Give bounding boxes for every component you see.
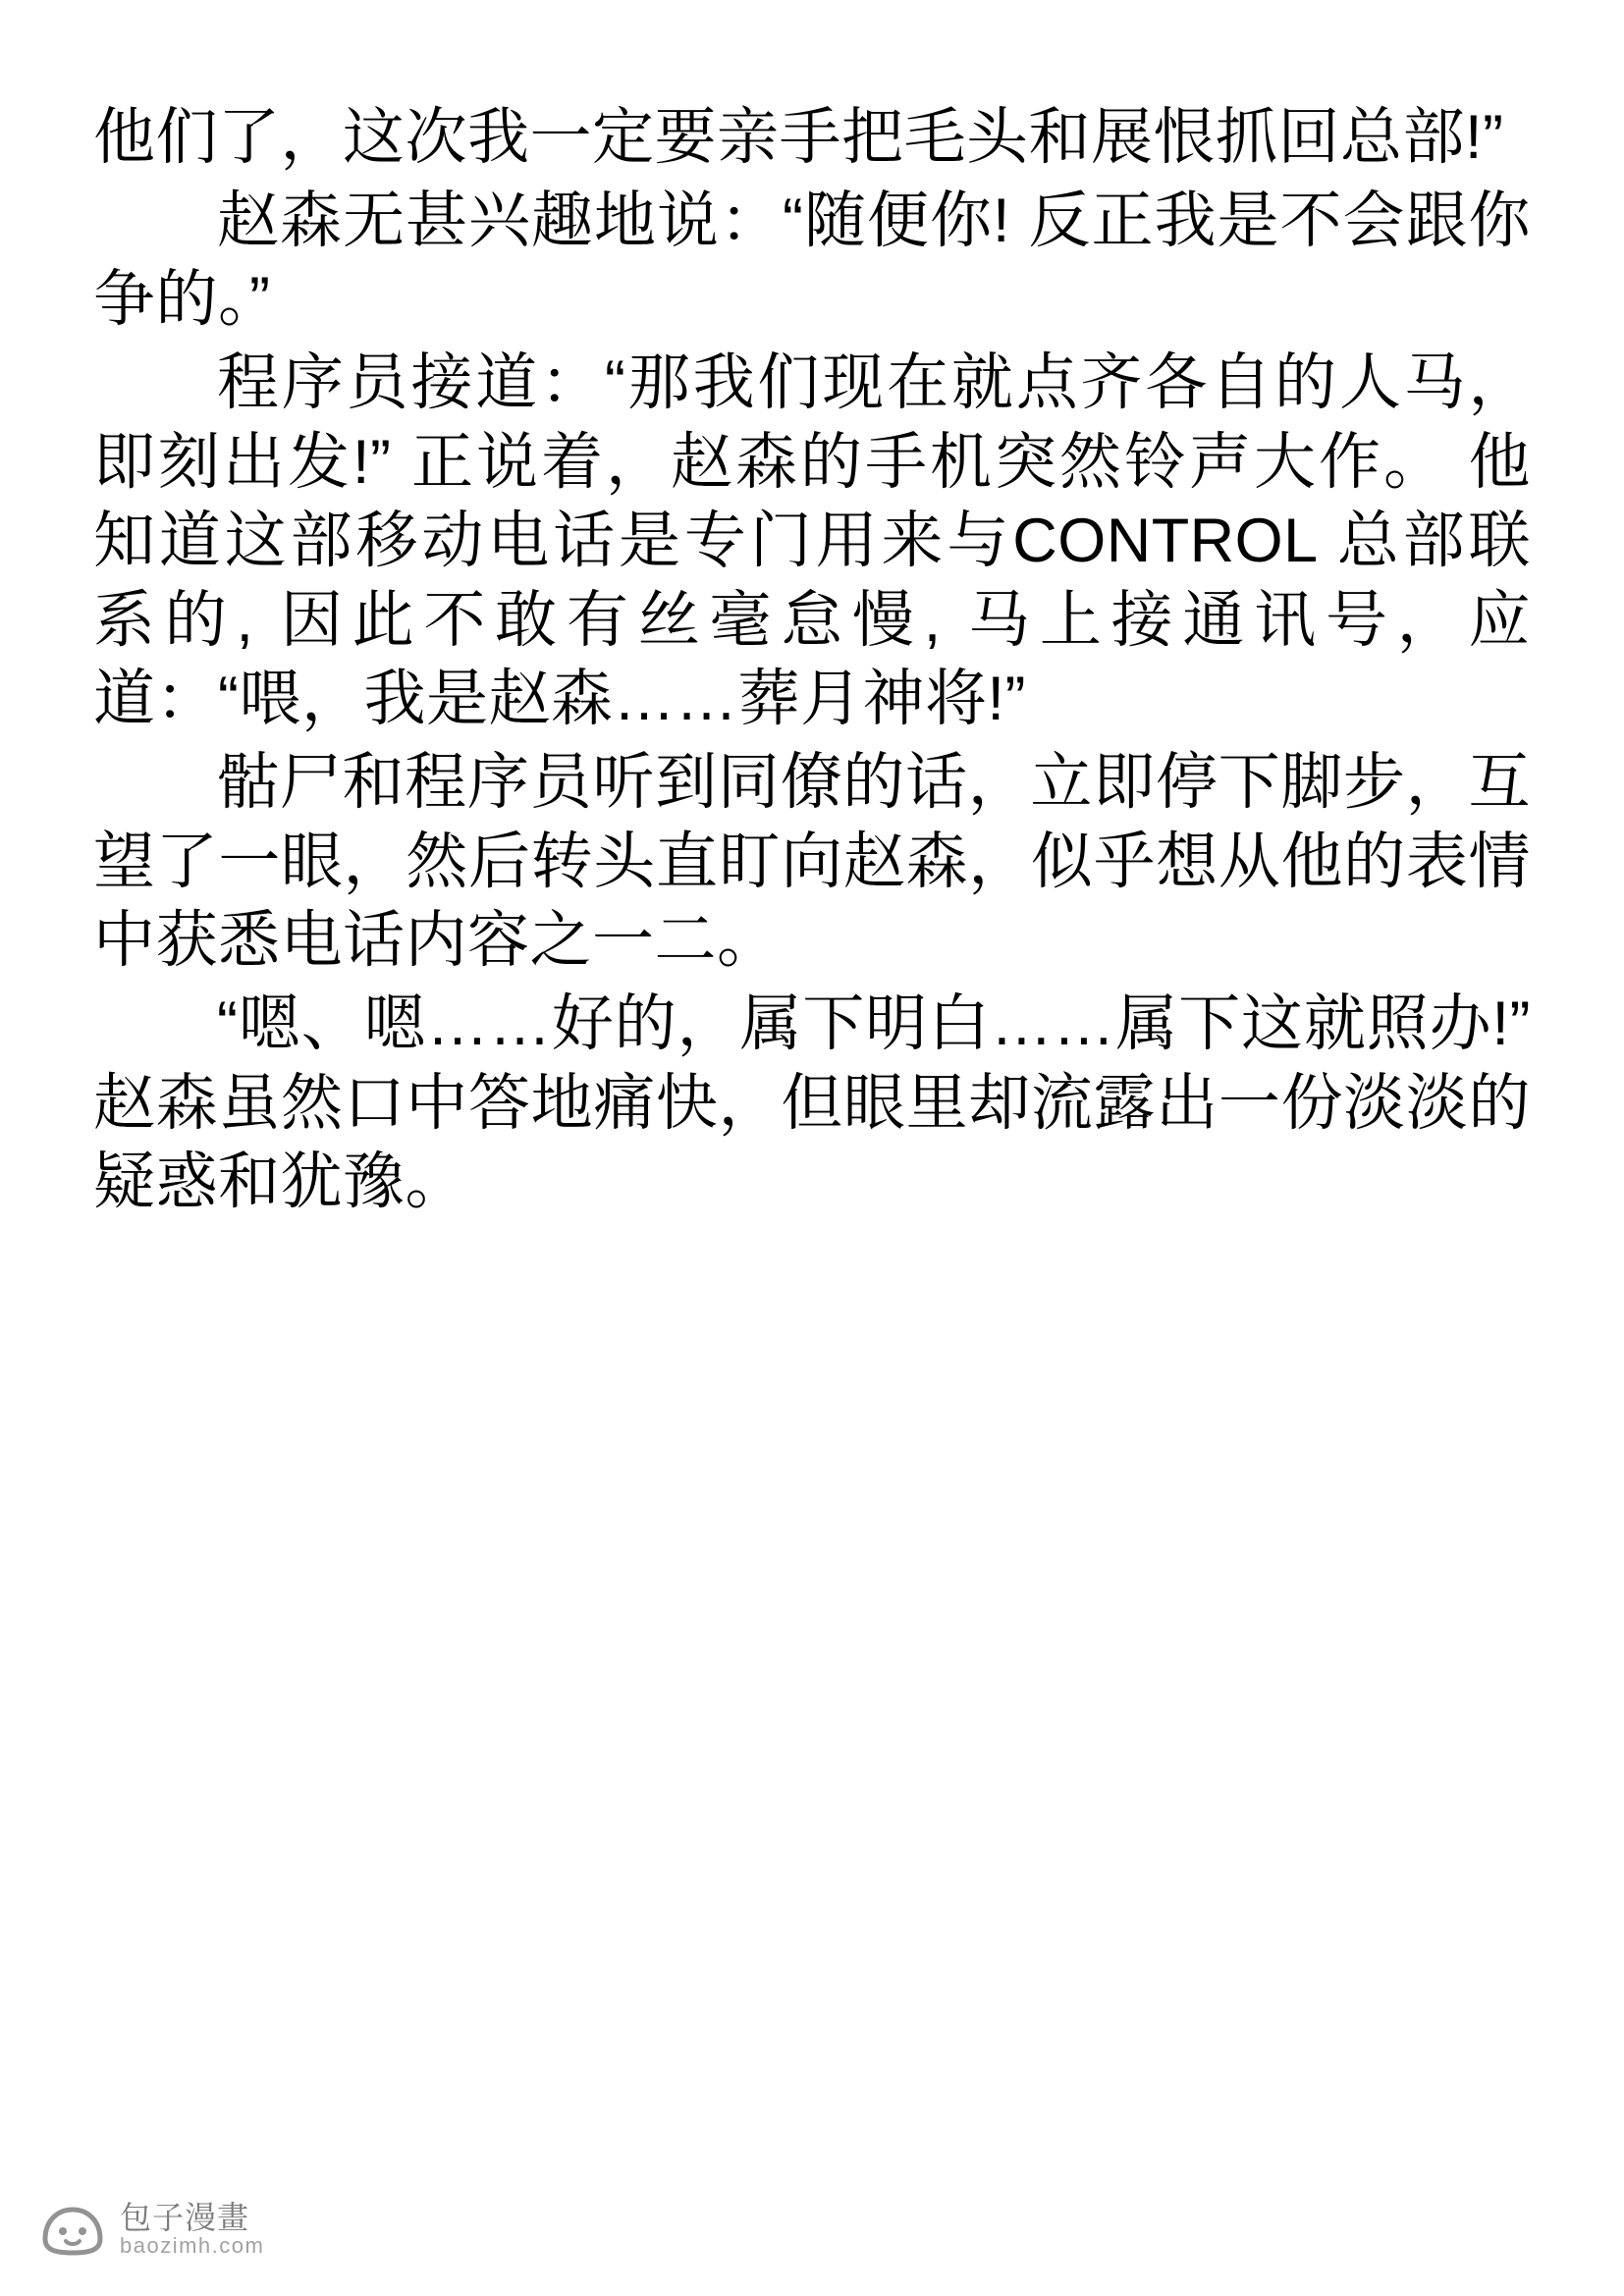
paragraph: 他们了，这次我一定要亲手把毛头和展恨抓回总部!” bbox=[93, 103, 1504, 172]
paragraph: “嗯、嗯……好的，属下明白……属下这就照办!” 赵森虽然口中答地痛快，但眼里却流露出一份淡淡的疑惑和犹豫。 bbox=[93, 988, 1531, 1217]
page-text-body bbox=[93, 98, 1531, 1222]
watermark bbox=[39, 2200, 264, 2259]
watermark-title: 包子漫畫 bbox=[120, 2199, 250, 2235]
watermark-subtitle: baozimh.com bbox=[120, 2233, 265, 2259]
paragraph: 赵森无甚兴趣地说：“随便你! 反正我是不会跟你争的。” bbox=[93, 186, 1531, 335]
watermark-text bbox=[120, 2199, 265, 2259]
bun-logo-icon bbox=[39, 2200, 106, 2259]
paragraph: 骷尸和程序员听到同僚的话，立即停下脚步，互望了一眼，然后转头直盯向赵森，似乎想从他的表情中获悉电话内容之一二。 bbox=[93, 748, 1531, 976]
paragraph: 程序员接道：“那我们现在就点齐各自的人马，即刻出发!” 正说着，赵森的手机突然铃声大作。 他知道这部移动电话是专门用来与CONTROL 总部联系的, 因此不敢有丝毫怠慢, 马上接通讯号，应道：“喂，我是赵森……葬月神将!” bbox=[93, 347, 1531, 734]
